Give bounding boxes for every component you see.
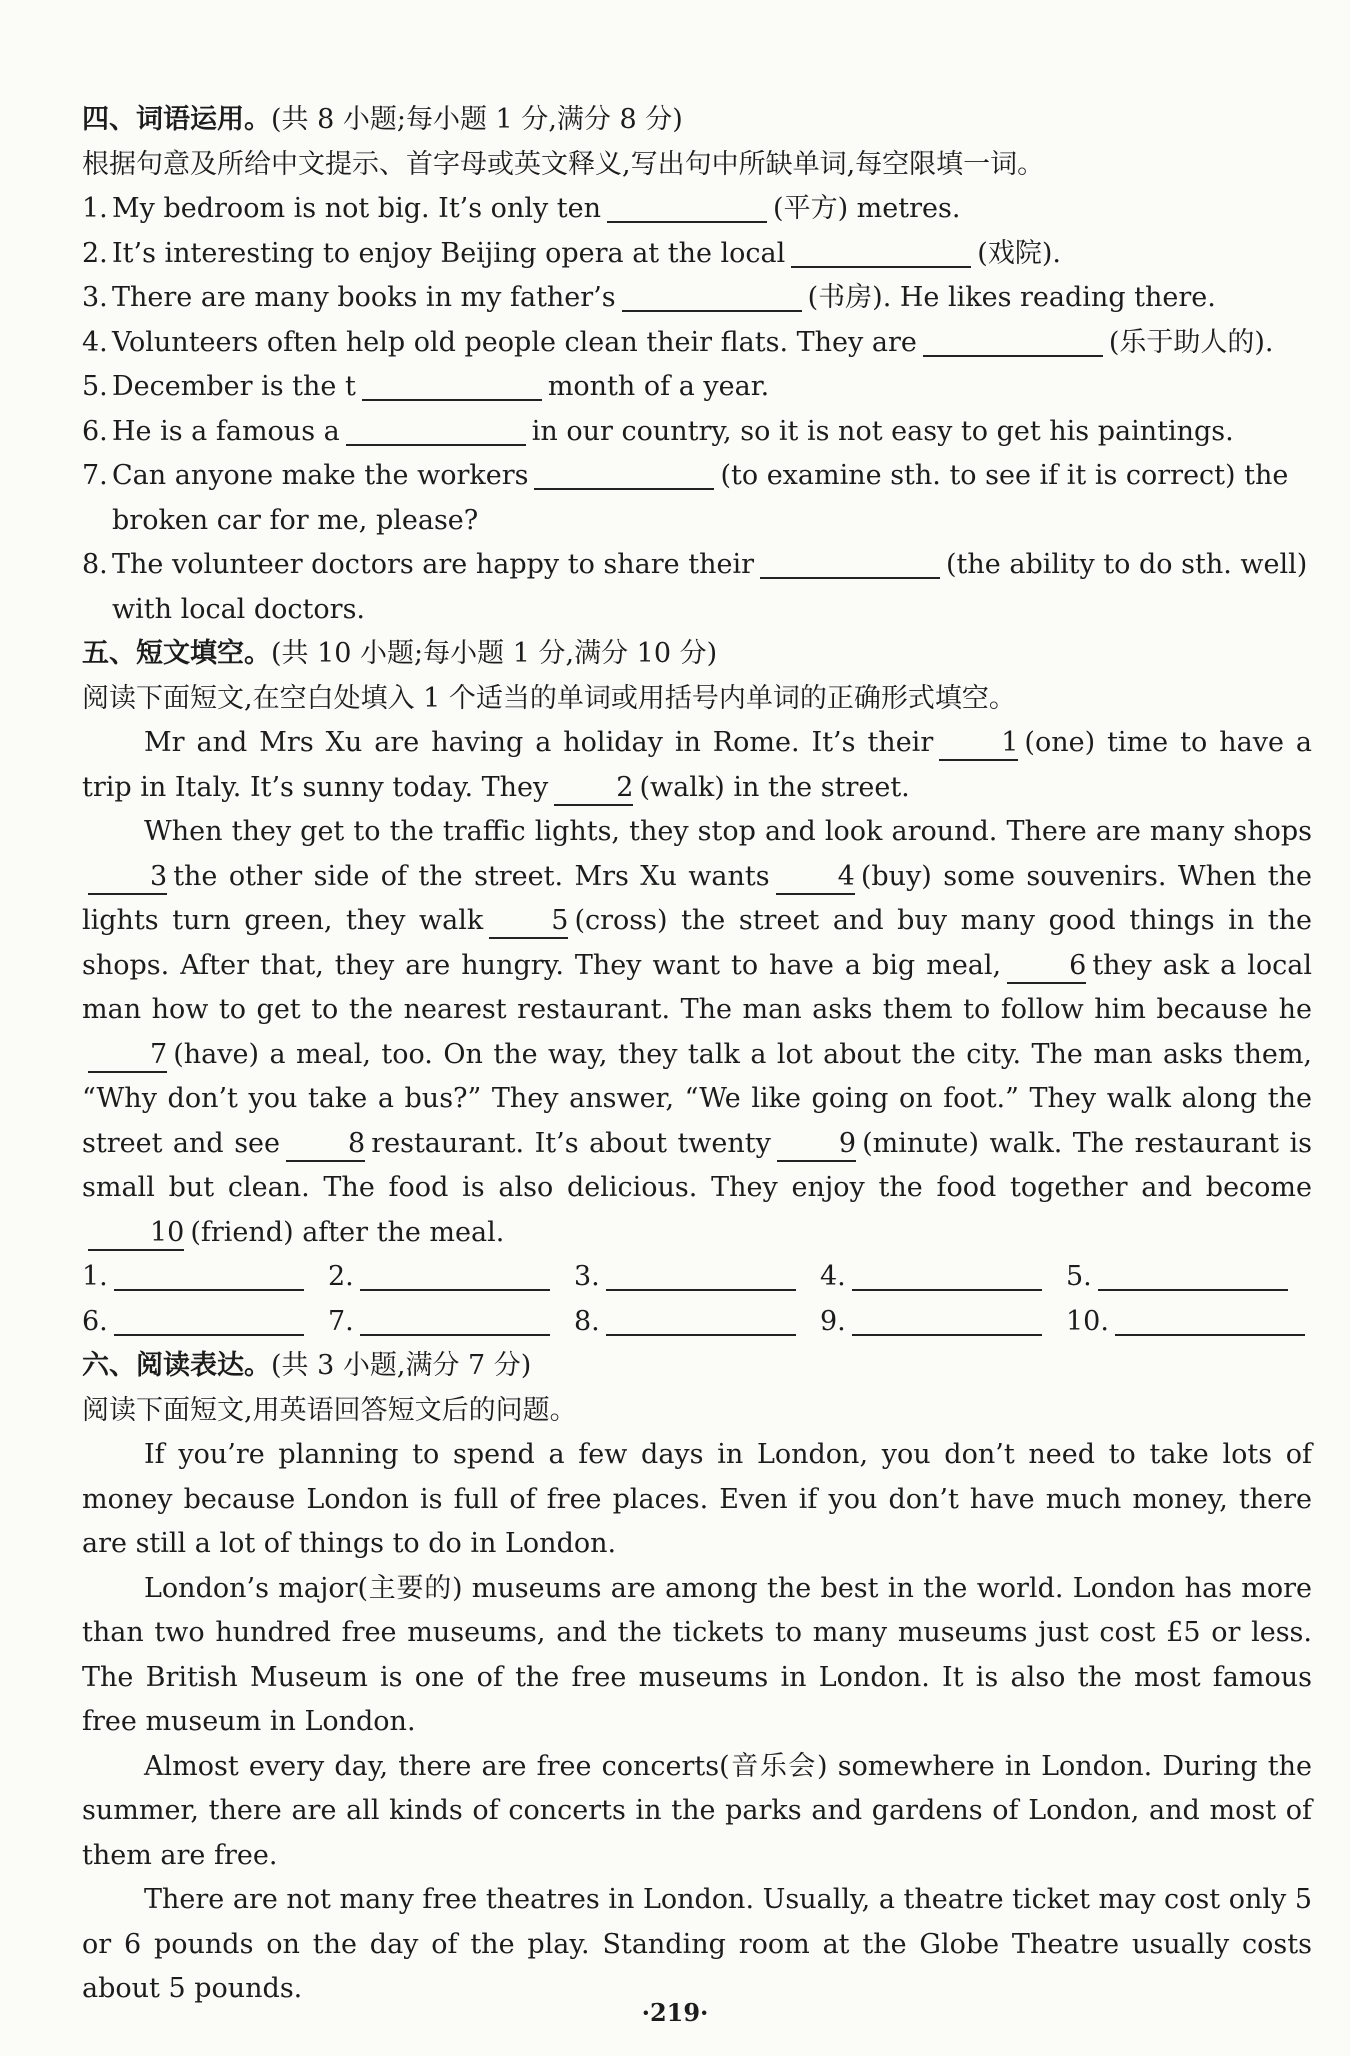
page-content [82, 98, 1312, 2012]
cloze-blank-9[interactable]: 9 [777, 1128, 856, 1162]
question-item-6: 6. He is a famous a in our country, so it is not easy to get his paintings. [82, 410, 1312, 455]
answer-cell[interactable]: 8. [574, 1300, 820, 1345]
reading-paragraph-1: If you’re planning to spend a few days in London, you don’t need to take lots of money because London is full of free places. Even if you don’t have much money, there are still a lot of things to do in London. [82, 1439, 1312, 1559]
cloze-blank-4[interactable]: 4 [776, 861, 855, 895]
section-4 [82, 98, 1312, 632]
cloze-blank-3[interactable]: 3 [88, 861, 167, 895]
cloze-paragraph-1: Mr and Mrs Xu are having a holiday in Rome. It’s their 1 (one) time to have a trip in Italy. It’s sunny today. They 2 (walk) in the street. [82, 721, 1312, 810]
page-number: ·219· [641, 1998, 709, 2027]
cloze-blank-1[interactable]: 1 [939, 727, 1018, 761]
answer-cell[interactable]: 5. [1066, 1255, 1312, 1300]
section-6-instruction: 阅读下面短文,用英语回答短文后的问题。 [82, 1394, 577, 1426]
section-5-instruction: 阅读下面短文,在空白处填入 1 个适当的单词或用括号内单词的正确形式填空。 [82, 682, 1016, 714]
answer-cell[interactable]: 9. [820, 1300, 1066, 1345]
question-item-8: 8. The volunteer doctors are happy to share their (the ability to do sth. well) with local doctors. [82, 543, 1312, 632]
answer-cell[interactable]: 7. [328, 1300, 574, 1345]
cloze-blank-6[interactable]: 6 [1007, 950, 1086, 984]
cloze-blank-10[interactable]: 10 [88, 1217, 184, 1251]
answer-cell[interactable]: 1. [82, 1255, 328, 1300]
answer-cell[interactable]: 2. [328, 1255, 574, 1300]
answer-blank[interactable] [534, 456, 714, 490]
answer-cell[interactable]: 4. [820, 1255, 1066, 1300]
question-item-7: 7. Can anyone make the workers (to examine sth. to see if it is correct) the broken car for me, please? [82, 454, 1312, 543]
question-item-1: 1. My bedroom is not big. It’s only ten (平方) metres. [82, 187, 1312, 232]
section-5 [82, 632, 1312, 1344]
cloze-blank-2[interactable]: 2 [554, 772, 633, 806]
reading-paragraph-4: There are not many free theatres in London. Usually, a theatre ticket may cost only 5 or 6 pounds on the day of the play. Standing room at the Globe Theatre usually costs about 5 pounds. [82, 1884, 1313, 2004]
cloze-blank-5[interactable]: 5 [489, 905, 568, 939]
reading-paragraph-2: London’s major(主要的) museums are among the best in the world. London has more than two hundred free museums, and the tickets to many museums just cost £5 or less. The British Museum is one of the free museums in London. It is also the most famous free museum in London. [82, 1572, 1312, 1737]
answer-cell[interactable]: 10. [1066, 1300, 1312, 1345]
question-item-3: 3. There are many books in my father’s (书房). He likes reading there. [82, 276, 1312, 321]
answer-blank[interactable] [346, 412, 526, 446]
answer-cell[interactable]: 3. [574, 1255, 820, 1300]
section-4-heading: 四、词语运用。(共 8 小题;每小题 1 分,满分 8 分) [82, 104, 683, 135]
answer-blank[interactable] [760, 545, 940, 579]
section-5-heading: 五、短文填空。(共 10 小题;每小题 1 分,满分 10 分) [82, 638, 718, 669]
cloze-blank-8[interactable]: 8 [286, 1128, 365, 1162]
answer-blank[interactable] [622, 278, 802, 312]
question-item-5: 5. December is the t month of a year. [82, 365, 1312, 410]
cloze-blank-7[interactable]: 7 [88, 1039, 167, 1073]
answer-blank[interactable] [791, 234, 971, 268]
answer-cell[interactable]: 6. [82, 1300, 328, 1345]
answer-blank[interactable] [923, 323, 1103, 357]
answer-grid [82, 1255, 1312, 1344]
answer-blank[interactable] [362, 367, 542, 401]
section-4-instruction: 根据句意及所给中文提示、首字母或英文释义,写出句中所缺单词,每空限填一词。 [82, 148, 1045, 180]
cloze-paragraph-2: When they get to the traffic lights, they stop and look around. There are many shops3 the other side of the street. Mrs Xu wants 4 (buy) some souvenirs. When the lights turn green, they walk 5 (cross) the street and buy many good things in the shops. After that, they are hungry. They want to have a big meal, 6 they ask a local man how to get to the nearest restaurant. The man asks them to follow him because he7 (have) a meal, too. On the way, they talk a lot about the city. The man asks them, “Why don’t you take a bus?” They answer, “We like going on foot.” They walk along the street and see 8 restaurant. It’s about twenty 9 (minute) walk. The restaurant is small but clean. The food is also delicious. They enjoy the food together and become10 (friend) after the meal. [82, 810, 1312, 1255]
question-item-2: 2. It’s interesting to enjoy Beijing opera at the local (戏院). [82, 232, 1312, 277]
section-6 [82, 1344, 1312, 2012]
question-item-4: 4. Volunteers often help old people clean their flats. They are (乐于助人的). [82, 321, 1312, 366]
reading-paragraph-3: Almost every day, there are free concerts(音乐会) somewhere in London. During the summer, there are all kinds of concerts in the parks and gardens of London, and most of them are free. [82, 1750, 1312, 1871]
section-6-heading: 六、阅读表达。(共 3 小题,满分 7 分) [82, 1350, 532, 1381]
answer-blank[interactable] [607, 189, 767, 223]
